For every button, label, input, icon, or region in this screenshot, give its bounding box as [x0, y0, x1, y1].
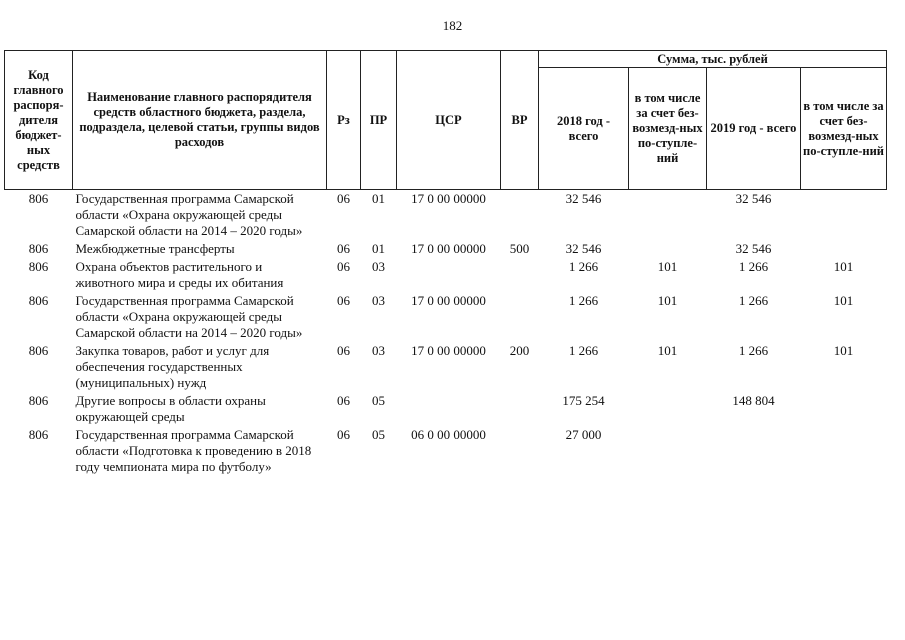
cell-code: 806 [28, 427, 49, 442]
cell-code: 806 [28, 259, 49, 274]
cell-pr: 05 [372, 393, 385, 408]
cell-2019-free: 101 [833, 293, 854, 308]
cell-2019-free: 101 [833, 259, 854, 274]
cell-2018-total: 1 266 [568, 259, 599, 274]
cell-2019-total: 32 546 [735, 191, 772, 206]
cell-2019-total: 1 266 [738, 259, 769, 274]
cell-2018-free [629, 426, 707, 476]
cell-rz: 06 [337, 427, 350, 442]
cell-rz: 06 [337, 241, 350, 256]
cell-2019-free [801, 240, 887, 258]
cell-name: Охрана объектов растительного и животного мира и среды их обитания [75, 259, 284, 290]
cell-2018-free [629, 240, 707, 258]
cell-2019-total [707, 426, 801, 476]
header-2018-free: в том числе за счет без-возмезд-ных по-ступле-ний [629, 68, 707, 190]
cell-2018-free: 101 [657, 343, 678, 358]
cell-name: Межбюджетные трансферты [75, 241, 235, 256]
header-rz: Рз [327, 51, 361, 190]
cell-vr: 500 [509, 241, 530, 256]
cell-pr: 05 [372, 427, 385, 442]
cell-2018-free: 101 [657, 259, 678, 274]
cell-rz: 06 [337, 393, 350, 408]
cell-name: Другие вопросы в области охраны окружающей среды [75, 393, 266, 424]
table-body [5, 190, 887, 477]
cell-2018-free [629, 190, 707, 241]
cell-name: Государственная программа Самарской области «Охрана окружающей среды Самарской области на 2014 – 2020 годы» [75, 191, 303, 238]
cell-2018-total: 27 000 [565, 427, 602, 442]
cell-rz: 06 [337, 259, 350, 274]
cell-pr: 03 [372, 343, 385, 358]
table-row [5, 292, 887, 342]
cell-csr: 17 0 00 00000 [411, 343, 486, 358]
budget-table [4, 50, 887, 476]
cell-code: 806 [28, 241, 49, 256]
cell-name: Закупка товаров, работ и услуг для обеспечения государственных (муниципальных) нужд [75, 343, 270, 390]
cell-rz: 06 [337, 293, 350, 308]
table-row [5, 342, 887, 392]
header-csr: ЦСР [397, 51, 501, 190]
cell-2019-total: 1 266 [738, 343, 769, 358]
cell-vr [501, 426, 539, 476]
cell-vr [501, 258, 539, 292]
cell-pr: 03 [372, 259, 385, 274]
page-number: 182 [442, 18, 463, 33]
header-vr: ВР [501, 51, 539, 190]
cell-vr: 200 [509, 343, 530, 358]
cell-2018-total: 32 546 [565, 241, 602, 256]
cell-name: Государственная программа Самарской области «Охрана окружающей среды Самарской области на 2014 – 2020 годы» [75, 293, 303, 340]
table-row [5, 258, 887, 292]
cell-2019-total: 148 804 [732, 393, 775, 408]
table-header [5, 51, 887, 190]
cell-2018-free [629, 392, 707, 426]
cell-2018-total: 32 546 [565, 191, 602, 206]
cell-2018-total: 1 266 [568, 343, 599, 358]
cell-name: Государственная программа Самарской области «Подготовка к проведению в 2018 году чемпионата мира по футболу» [75, 427, 312, 474]
cell-2018-total: 1 266 [568, 293, 599, 308]
cell-pr: 01 [372, 191, 385, 206]
header-pr: ПР [361, 51, 397, 190]
header-2019-total: 2019 год - всего [707, 68, 801, 190]
cell-csr: 17 0 00 00000 [411, 191, 486, 206]
cell-2019-free [801, 426, 887, 476]
table-row [5, 240, 887, 258]
header-name: Наименование главного распорядителя средств областного бюджета, раздела, подраздела, целевой статьи, группы видов расходов [73, 51, 327, 190]
header-sum-group: Сумма, тыс. рублей [539, 51, 887, 68]
table-row [5, 426, 887, 476]
cell-code: 806 [28, 293, 49, 308]
cell-2019-free [801, 392, 887, 426]
cell-vr [501, 190, 539, 241]
cell-csr [397, 258, 501, 292]
cell-csr: 17 0 00 00000 [411, 293, 486, 308]
cell-code: 806 [28, 191, 49, 206]
header-2018-total: 2018 год - всего [539, 68, 629, 190]
cell-2019-total: 1 266 [738, 293, 769, 308]
cell-2018-total: 175 254 [562, 393, 605, 408]
cell-2019-free [801, 190, 887, 241]
cell-pr: 01 [372, 241, 385, 256]
table-row [5, 190, 887, 241]
table-row [5, 392, 887, 426]
cell-csr: 17 0 00 00000 [411, 241, 486, 256]
header-code: Код главного распоря-дителя бюджет-ных средств [5, 51, 73, 190]
cell-pr: 03 [372, 293, 385, 308]
cell-vr [501, 392, 539, 426]
cell-rz: 06 [337, 191, 350, 206]
cell-vr [501, 292, 539, 342]
cell-2019-free: 101 [833, 343, 854, 358]
cell-code: 806 [28, 393, 49, 408]
cell-rz: 06 [337, 343, 350, 358]
header-2019-free: в том числе за счет без-возмезд-ных по-ступле-ний [801, 68, 887, 190]
cell-2019-total: 32 546 [735, 241, 772, 256]
cell-code: 806 [28, 343, 49, 358]
cell-csr [397, 392, 501, 426]
cell-2018-free: 101 [657, 293, 678, 308]
cell-csr: 06 0 00 00000 [411, 427, 486, 442]
